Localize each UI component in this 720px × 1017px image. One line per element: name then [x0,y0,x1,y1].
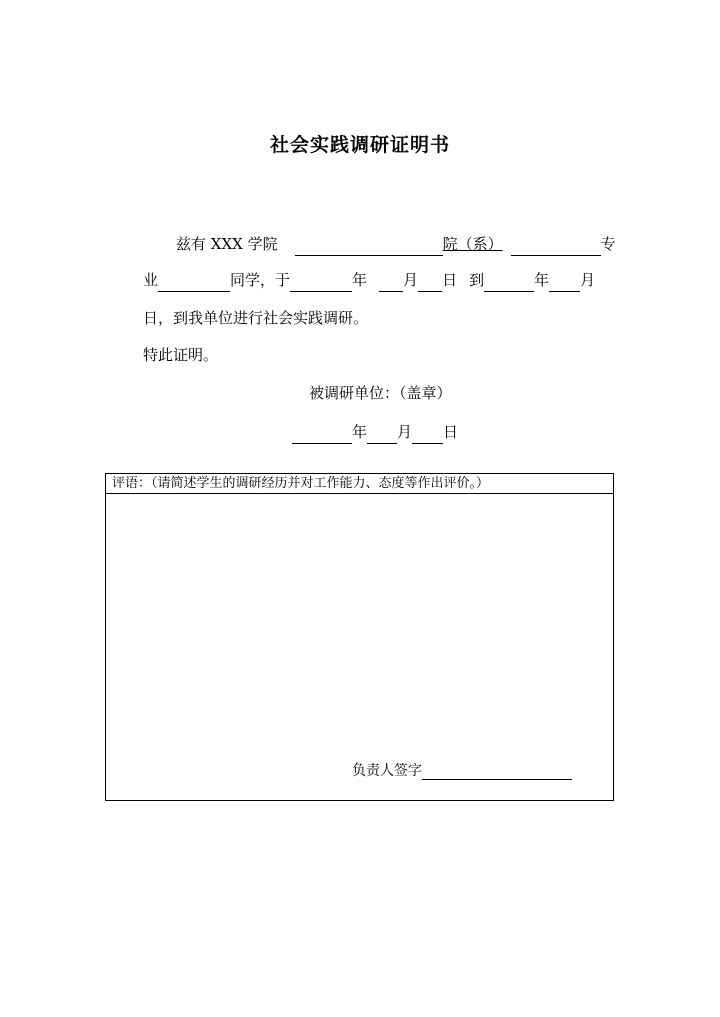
to-text: 到 [469,271,485,289]
comment-area[interactable] [106,494,613,754]
college-suffix-text: 院（系） [442,235,503,253]
start-day-text: 日 [442,271,458,289]
end-year-blank[interactable] [484,274,534,292]
start-month-blank[interactable] [379,274,403,292]
body-line-2 [143,268,595,292]
start-year-blank[interactable] [290,274,352,292]
body-line-4 [143,343,218,367]
college-prefix-text: 兹有 XXX 学院 [176,235,278,253]
comment-box-header: 评语：（请简述学生的调研经历并对工作能力、态度等作出评价。） [106,474,613,494]
visit-statement: 日，到我单位进行社会实践调研。 [143,309,369,327]
issue-month-text: 月 [397,423,413,441]
body-line-3 [143,306,368,330]
signature-row [352,760,572,780]
end-month-text: 月 [580,271,596,289]
college-name-blank[interactable] [295,238,443,256]
unit-seal-label: 被调研单位：（盖章） [309,384,452,402]
signature-blank[interactable] [422,765,572,780]
comment-box [105,473,614,801]
unit-line [309,381,452,405]
major-tail-text: 业 [143,271,159,289]
end-year-text: 年 [534,271,550,289]
start-day-blank[interactable] [418,274,442,292]
student-label-text: 同学，于 [230,271,291,289]
body-line-1 [176,232,616,256]
issue-day-blank[interactable] [412,426,443,444]
major-blank[interactable] [158,274,230,292]
end-month-blank[interactable] [549,274,580,292]
issue-year-text: 年 [352,423,368,441]
major-label-text: 专 [600,235,616,253]
issue-day-text: 日 [443,423,459,441]
issue-year-blank[interactable] [292,426,352,444]
start-month-text: 月 [403,271,419,289]
department-blank[interactable] [511,238,601,256]
page-title: 社会实践调研证明书 [269,134,450,156]
certify-statement: 特此证明。 [143,346,219,364]
start-year-text: 年 [352,271,368,289]
issue-month-blank[interactable] [367,426,397,444]
date-line [292,420,458,444]
signature-label: 负责人签字 [352,763,422,779]
